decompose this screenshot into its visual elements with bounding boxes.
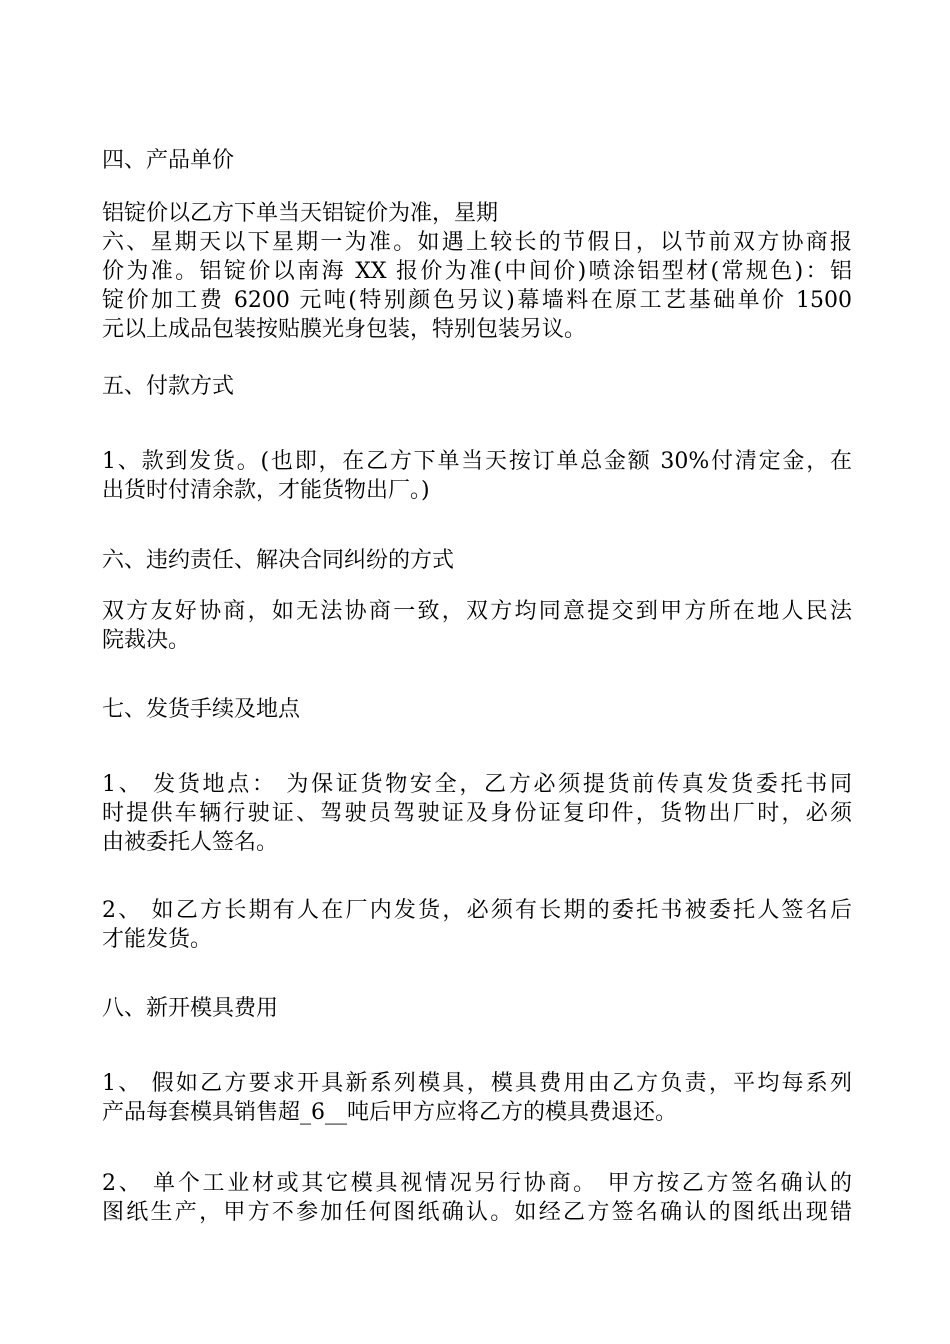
paragraph-delivery-1: 1、 发货地点： 为保证货物安全，乙方必须提货前传真发货委托书同 时提供车辆行驶证、驾驶员驾驶证及身份证复印件，货物出厂时，必须 由被委托人签名。: [102, 772, 852, 855]
paragraph-payment-1: 1、款到发货。(也即，在乙方下单当天按订单总金额 30%付清定金，在 出货时付清余款，才能货物出厂。): [102, 449, 852, 503]
paragraph-liability: 双方友好协商，如无法协商一致，双方均同意提交到甲方所在地人民法 院裁决。: [102, 599, 852, 653]
heading-mold-fee: 八、新开模具费用: [102, 996, 279, 1021]
heading-product-price: 四、产品单价: [102, 148, 235, 173]
paragraph-delivery-2: 2、 如乙方长期有人在厂内发货，必须有长期的委托书被委托人签名后 才能发货。: [102, 898, 852, 952]
paragraph-mold-1: 1、 假如乙方要求开具新系列模具，模具费用由乙方负责，平均每系列 产品每套模具销售超_6__吨后甲方应将乙方的模具费退还。: [102, 1071, 852, 1125]
heading-delivery: 七、发货手续及地点: [102, 697, 301, 722]
heading-liability: 六、违约责任、解决合同纠纷的方式: [102, 548, 455, 573]
heading-payment: 五、付款方式: [102, 374, 235, 399]
paragraph-product-price: 铝锭价以乙方下单当天铝锭价为准，星期 六、星期天以下星期一为准。如遇上较长的节假日，以节前双方协商报 价为准。铝锭价以南海 XX 报价为准(中间价)喷涂铝型材(常规色)：铝 锭价加工费 6200 元吨(特别颜色另议)幕墙料在原工艺基础单价 1500 元以上成品包装按贴膜光身包装，特别包装另议。: [102, 201, 852, 342]
paragraph-mold-2: 2、 单个工业材或其它模具视情况另行协商。 甲方按乙方签名确认的 图纸生产，甲方不参加任何图纸确认。如经乙方签名确认的图纸出现错: [102, 1171, 852, 1225]
